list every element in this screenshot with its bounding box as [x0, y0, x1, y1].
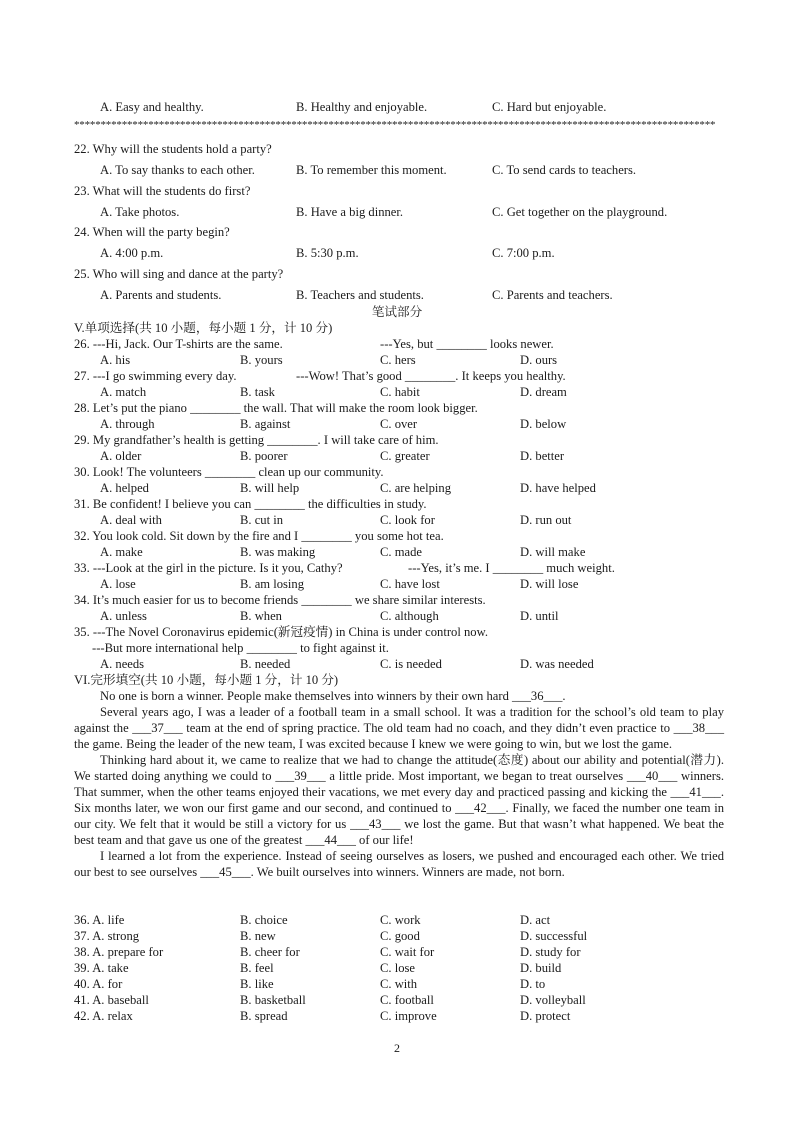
option: C. football: [380, 993, 434, 1007]
option: C. habit: [380, 385, 420, 399]
option: D. protect: [520, 1009, 571, 1023]
option: A. match: [100, 385, 147, 399]
option: B. choice: [240, 913, 288, 927]
option: 36. A. life: [74, 913, 125, 927]
q31-options: [0, 512, 700, 528]
option: D. better: [520, 449, 565, 463]
option: 42. A. relax: [74, 1009, 133, 1023]
option: 38. A. prepare for: [74, 945, 164, 959]
option: C. although: [380, 609, 439, 623]
q35-options: [0, 656, 700, 672]
q40-options: [0, 976, 700, 992]
question-32: 32. You look cold. Sit down by the fire and I ________ you some hot tea.: [74, 529, 444, 543]
q23-options: [0, 204, 700, 220]
option: 37. A. strong: [74, 929, 140, 943]
question-27-reply: ---Wow! That’s good ________. It keeps you healthy.: [296, 369, 566, 383]
option: D. run out: [520, 513, 572, 527]
option: D. below: [520, 417, 567, 431]
option: 41. A. baseball: [74, 993, 149, 1007]
q41-options: [0, 992, 700, 1008]
option: 39. A. take: [74, 961, 129, 975]
option: C. Hard but enjoyable.: [492, 100, 607, 114]
q42-options: [0, 1008, 700, 1024]
option: C. good: [380, 929, 420, 943]
question-23: 23. What will the students do first?: [74, 184, 251, 198]
option: D. successful: [520, 929, 588, 943]
option: C. 7:00 p.m.: [492, 246, 555, 260]
option: C. hers: [380, 353, 416, 367]
q33-options: [0, 576, 700, 592]
option: C. look for: [380, 513, 435, 527]
option: C. are helping: [380, 481, 451, 495]
option: D. study for: [520, 945, 581, 959]
option: D. until: [520, 609, 559, 623]
q21-options: [0, 99, 700, 115]
option: A. through: [100, 417, 155, 431]
option: B. needed: [240, 657, 291, 671]
option: A. helped: [100, 481, 149, 495]
option: A. Take photos.: [100, 205, 180, 219]
option: D. have helped: [520, 481, 596, 495]
q25-options: [0, 287, 700, 303]
q29-options: [0, 448, 700, 464]
written-section-heading: 笔试部分: [371, 305, 423, 319]
q26-options: [0, 352, 700, 368]
question-30: 30. Look! The volunteers ________ clean up our community.: [74, 465, 384, 479]
option: C. with: [380, 977, 418, 991]
option: D. ours: [520, 353, 558, 367]
option: B. spread: [240, 1009, 288, 1023]
option: A. unless: [100, 609, 147, 623]
question-33: 33. ---Look at the girl in the picture. Is it you, Cathy?: [74, 561, 343, 575]
option: B. was making: [240, 545, 316, 559]
option: C. Parents and teachers.: [492, 288, 613, 302]
option: C. over: [380, 417, 418, 431]
option: A. Parents and students.: [100, 288, 222, 302]
option: A. To say thanks to each other.: [100, 163, 255, 177]
option: B. when: [240, 609, 282, 623]
q27-options: [0, 384, 700, 400]
question-31: 31. Be confident! I believe you can ________ the difficulties in study.: [74, 497, 427, 511]
option: B. against: [240, 417, 291, 431]
option: D. build: [520, 961, 562, 975]
question-35-reply: ---But more international help ________ to fight against it.: [92, 641, 389, 655]
option: B. yours: [240, 353, 283, 367]
option: C. To send cards to teachers.: [492, 163, 637, 177]
option: D. was needed: [520, 657, 594, 671]
option: B. new: [240, 929, 276, 943]
option: B. cut in: [240, 513, 284, 527]
cloze-passage: [74, 688, 724, 880]
section-6-title: VI.完形填空(共 10 小题，每小题 1 分，计 10 分): [74, 673, 339, 687]
q24-options: [0, 245, 700, 261]
question-28: 28. Let’s put the piano ________ the wall. That will make the room look bigger.: [74, 401, 478, 415]
option: A. needs: [100, 657, 145, 671]
option: D. will lose: [520, 577, 579, 591]
q22-options: [0, 162, 700, 178]
option: B. like: [240, 977, 274, 991]
passage-paragraph: Several years ago, I was a leader of a football team in a small school. It was a tradition for the school’s old team to play against the ___37___ team at the end of spring practice. The old team had no coach, and they didn’t even practice to ___38___ the game. Being the leader of the new team, I was excited because I knew we were going to win, but we lost the game.: [74, 705, 724, 751]
option: A. make: [100, 545, 143, 559]
option: B. Have a big dinner.: [296, 205, 404, 219]
q36-options: [0, 912, 700, 928]
section-5-title: V.单项选择(共 10 小题，每小题 1 分，计 10 分): [74, 321, 333, 335]
passage-paragraph: No one is born a winner. People make themselves into winners by their own hard ___36___.: [100, 689, 566, 703]
question-33-reply: ---Yes, it’s me. I ________ much weight.: [408, 561, 615, 575]
question-26-reply: ---Yes, but ________ looks newer.: [380, 337, 554, 351]
question-27: 27. ---I go swimming every day.: [74, 369, 237, 383]
option: B. feel: [240, 961, 274, 975]
q34-options: [0, 608, 700, 624]
question-26: 26. ---Hi, Jack. Our T-shirts are the same.: [74, 337, 283, 351]
passage-paragraph: Thinking hard about it, we came to realize that we had to change the attitude(态度) about our ability and potential(潜力). We started doing anything we could to ___39___ a little pride. Most important, we began to treat ourselves ___40___ winners. That summer, when the other teams enjoyed their vacations, we met every day and practiced passing and kicking the ___41___. Six months later, we won our first game and our second, and continued to ___42___. Finally, we faced the number one team in our city. We felt that it would be still a victory for us ___43___ we lost the game. But that wasn’t what happened. We beat the best team and that gave us one of the greatest ___44___ of our life!: [74, 753, 724, 847]
q39-options: [0, 960, 700, 976]
option: B. basketball: [240, 993, 306, 1007]
option: C. have lost: [380, 577, 440, 591]
q28-options: [0, 416, 700, 432]
passage-paragraph: I learned a lot from the experience. Instead of seeing ourselves as losers, we pushed and encouraged each other. We tried our best to see ourselves ___45___. We built ourselves into winners. Winners are made, not born.: [74, 849, 724, 879]
option: B. cheer for: [240, 945, 300, 959]
question-29: 29. My grandfather’s health is getting ________. I will take care of him.: [74, 433, 439, 447]
option: D. volleyball: [520, 993, 586, 1007]
option: A. older: [100, 449, 142, 463]
q38-options: [0, 944, 700, 960]
q37-options: [0, 928, 700, 944]
option: B. will help: [240, 481, 300, 495]
question-24: 24. When will the party begin?: [74, 225, 230, 239]
option: C. made: [380, 545, 422, 559]
option: B. poorer: [240, 449, 288, 463]
option: A. deal with: [100, 513, 162, 527]
q32-options: [0, 544, 700, 560]
page-number: 2: [394, 1041, 400, 1055]
option: B. Healthy and enjoyable.: [296, 100, 428, 114]
option: B. 5:30 p.m.: [296, 246, 359, 260]
option: C. is needed: [380, 657, 442, 671]
option: C. greater: [380, 449, 430, 463]
option: C. Get together on the playground.: [492, 205, 668, 219]
option: B. Teachers and students.: [296, 288, 424, 302]
option: D. to: [520, 977, 546, 991]
question-25: 25. Who will sing and dance at the party?: [74, 267, 284, 281]
q30-options: [0, 480, 700, 496]
option: D. will make: [520, 545, 586, 559]
separator-stars: *************************************************************************************************************************: [74, 119, 716, 131]
option: C. wait for: [380, 945, 435, 959]
option: C. lose: [380, 961, 415, 975]
question-22: 22. Why will the students hold a party?: [74, 142, 272, 156]
question-34: 34. It’s much easier for us to become friends ________ we share similar interests.: [74, 593, 486, 607]
option: A. Easy and healthy.: [100, 100, 204, 114]
option: D. dream: [520, 385, 567, 399]
option: B. am losing: [240, 577, 305, 591]
option: C. improve: [380, 1009, 437, 1023]
question-35: 35. ---The Novel Coronavirus epidemic(新冠疫情) in China is under control now.: [74, 625, 488, 639]
option: A. lose: [100, 577, 136, 591]
option: A. 4:00 p.m.: [100, 246, 164, 260]
option: D. act: [520, 913, 551, 927]
option: B. task: [240, 385, 275, 399]
option: 40. A. for: [74, 977, 123, 991]
option: B. To remember this moment.: [296, 163, 447, 177]
option: C. work: [380, 913, 421, 927]
option: A. his: [100, 353, 131, 367]
